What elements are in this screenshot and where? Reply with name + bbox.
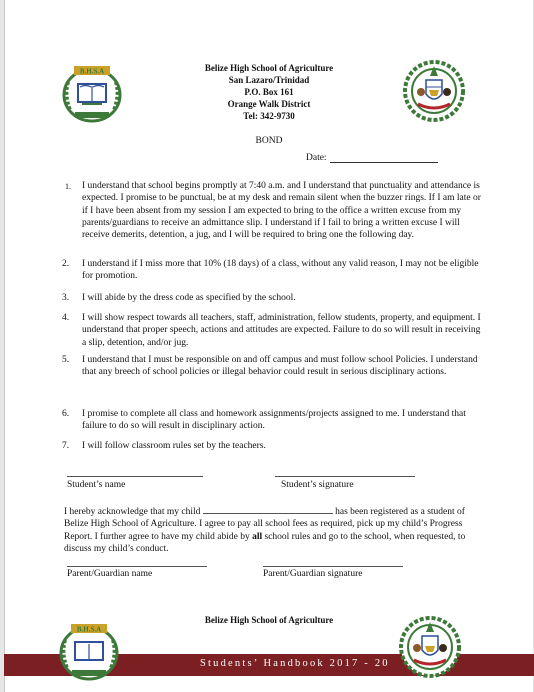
footer-logo-banner-text: B.H.S.A: [76, 625, 102, 634]
school-location: San Lazaro/Trinidad: [228, 75, 310, 85]
item-number: 7.: [62, 441, 70, 451]
footer-coat-of-arms-icon: [398, 616, 462, 678]
handbook-title: Students’ Handbook 2017 - 20: [200, 658, 390, 669]
ack-bold-all: all: [252, 531, 263, 542]
item-text: I understand if I miss more that 10% (18 days) of a class, without any valid reason, I may not be eligible for promotion.: [82, 259, 479, 282]
ack-text-3: school rules and go to the school, when requested, to discuss my child’s conduct.: [64, 531, 466, 554]
parent-acknowledgement: [64, 505, 484, 555]
parent-name-line: [67, 566, 207, 567]
item-text: I will follow classroom rules set by the teachers.: [82, 441, 266, 451]
item-number: 4.: [62, 313, 70, 323]
item-text: I understand that I must be responsible on and off campus and must follow school Policies. I understand that any breech of school policies or illegal behavior could result in serious disciplinary actions.: [82, 355, 478, 378]
logo-banner-text: B.H.S.A: [79, 67, 105, 76]
page: [4, 0, 533, 692]
student-signature-line: [275, 476, 415, 477]
page-title: BOND: [255, 136, 283, 146]
footer-school-name: Belize High School of Agriculture: [204, 615, 334, 625]
student-name-label: Student’s name: [67, 480, 126, 490]
date-field: [306, 153, 438, 163]
school-name: Belize High School of Agriculture: [204, 63, 334, 73]
item-text: I understand that school begins promptly at 7:40 a.m. and I understand that punctuality and attendance is expected. I promise to be punctual, be at my desk and remain silent when the buzzer rings. If I am late or if I have been absent from my session I am expected to bring to the office a written excuse from my parents/guardians to receive an admittance slip. I understand if I fail to bring a written excuse I will receive demerits, detention, a jug, and I will be required to bring one the following day.: [82, 181, 481, 241]
student-name-line: [67, 476, 203, 477]
coat-of-arms-icon: [402, 60, 466, 122]
po-box: P.O. Box 161: [244, 87, 294, 97]
item-number: 5.: [62, 355, 70, 365]
footer-school-logo: [55, 620, 123, 682]
item-text: I promise to complete all class and homework assignments/projects assigned to me. I understand that failure to do so will result in disciplinary action.: [82, 409, 466, 432]
district: Orange Walk District: [227, 99, 311, 109]
parent-signature-line: [263, 566, 403, 567]
item-text: I will abide by the dress code as specified by the school.: [82, 293, 296, 303]
item-number: 6.: [62, 409, 70, 419]
parent-name-label: Parent/Guardian name: [67, 569, 153, 579]
ack-text-1: I hereby acknowledge that my child: [64, 507, 201, 517]
ack-text-2: has been registered as a student of Belize High School of Agriculture. I agree to pay all school fees as required, pick up my child’s Progress Report. I further agree to have my child abide by: [64, 507, 465, 542]
parent-signature-label: Parent/Guardian signature: [263, 569, 363, 579]
item-text: I will show respect towards all teachers, staff, administration, fellow students, property, and equipment. I understand that proper speech, actions and attitudes are expected. Failure to do so will result in receiving a slip, detention, and/or jug.: [82, 313, 481, 348]
date-label: Date:: [306, 153, 327, 163]
child-name-blank: [203, 505, 333, 514]
item-number: 3.: [62, 293, 70, 303]
date-line: [330, 153, 438, 163]
telephone: Tel: 342-9730: [243, 111, 295, 121]
student-signature-label: Student’s signature: [281, 480, 354, 490]
item-number: 2.: [62, 259, 70, 269]
item-number: 1.: [65, 182, 71, 191]
